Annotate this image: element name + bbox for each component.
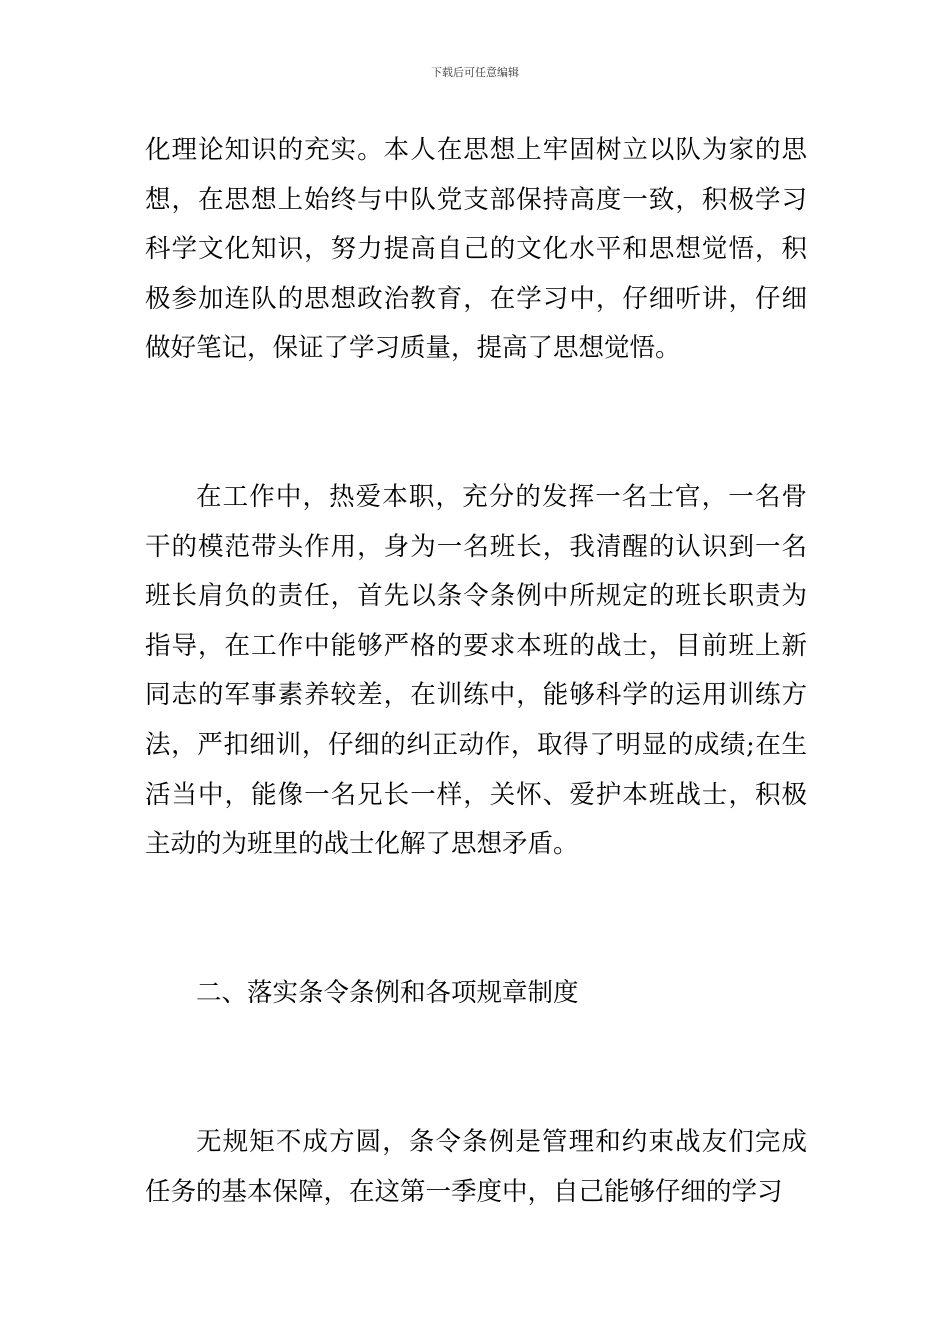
body-paragraph: 在工作中，热爱本职，充分的发挥一名士官，一名骨干的模范带头作用，身为一名班长，我清醒的认识到一名班长肩负的责任，首先以条令条例中所规定的班长职责为指导，在工作中能够严格的要求本班的战士，目前班上新同志的军事素养较差，在训练中，能够科学的运用训练方法，严扣细训，仔细的纠正动作，取得了明显的成绩;在生活当中，能像一名兄长一样，关怀、爱护本班战士，积极主动的为班里的战士化解了思想矛盾。 <box>145 482 807 860</box>
page-header: 下载后可任意编辑 <box>431 66 519 79</box>
body-paragraph: 无规矩不成方圆，条令条例是管理和约束战友们完成任务的基本保障，在这第一季度中，自己能够仔细的学习 <box>145 1127 807 1207</box>
body-paragraph: 化理论知识的充实。本人在思想上牢固树立以队为家的思想，在思想上始终与中队党支部保持高度一致，积极学习科学文化知识，努力提高自己的文化水平和思想觉悟，积极参加连队的思想政治教育，在学习中，仔细听讲，仔细做好笔记，保证了学习质量，提高了思想觉悟。 <box>145 135 807 364</box>
section-heading: 二、落实条令条例和各项规章制度 <box>196 978 579 1008</box>
